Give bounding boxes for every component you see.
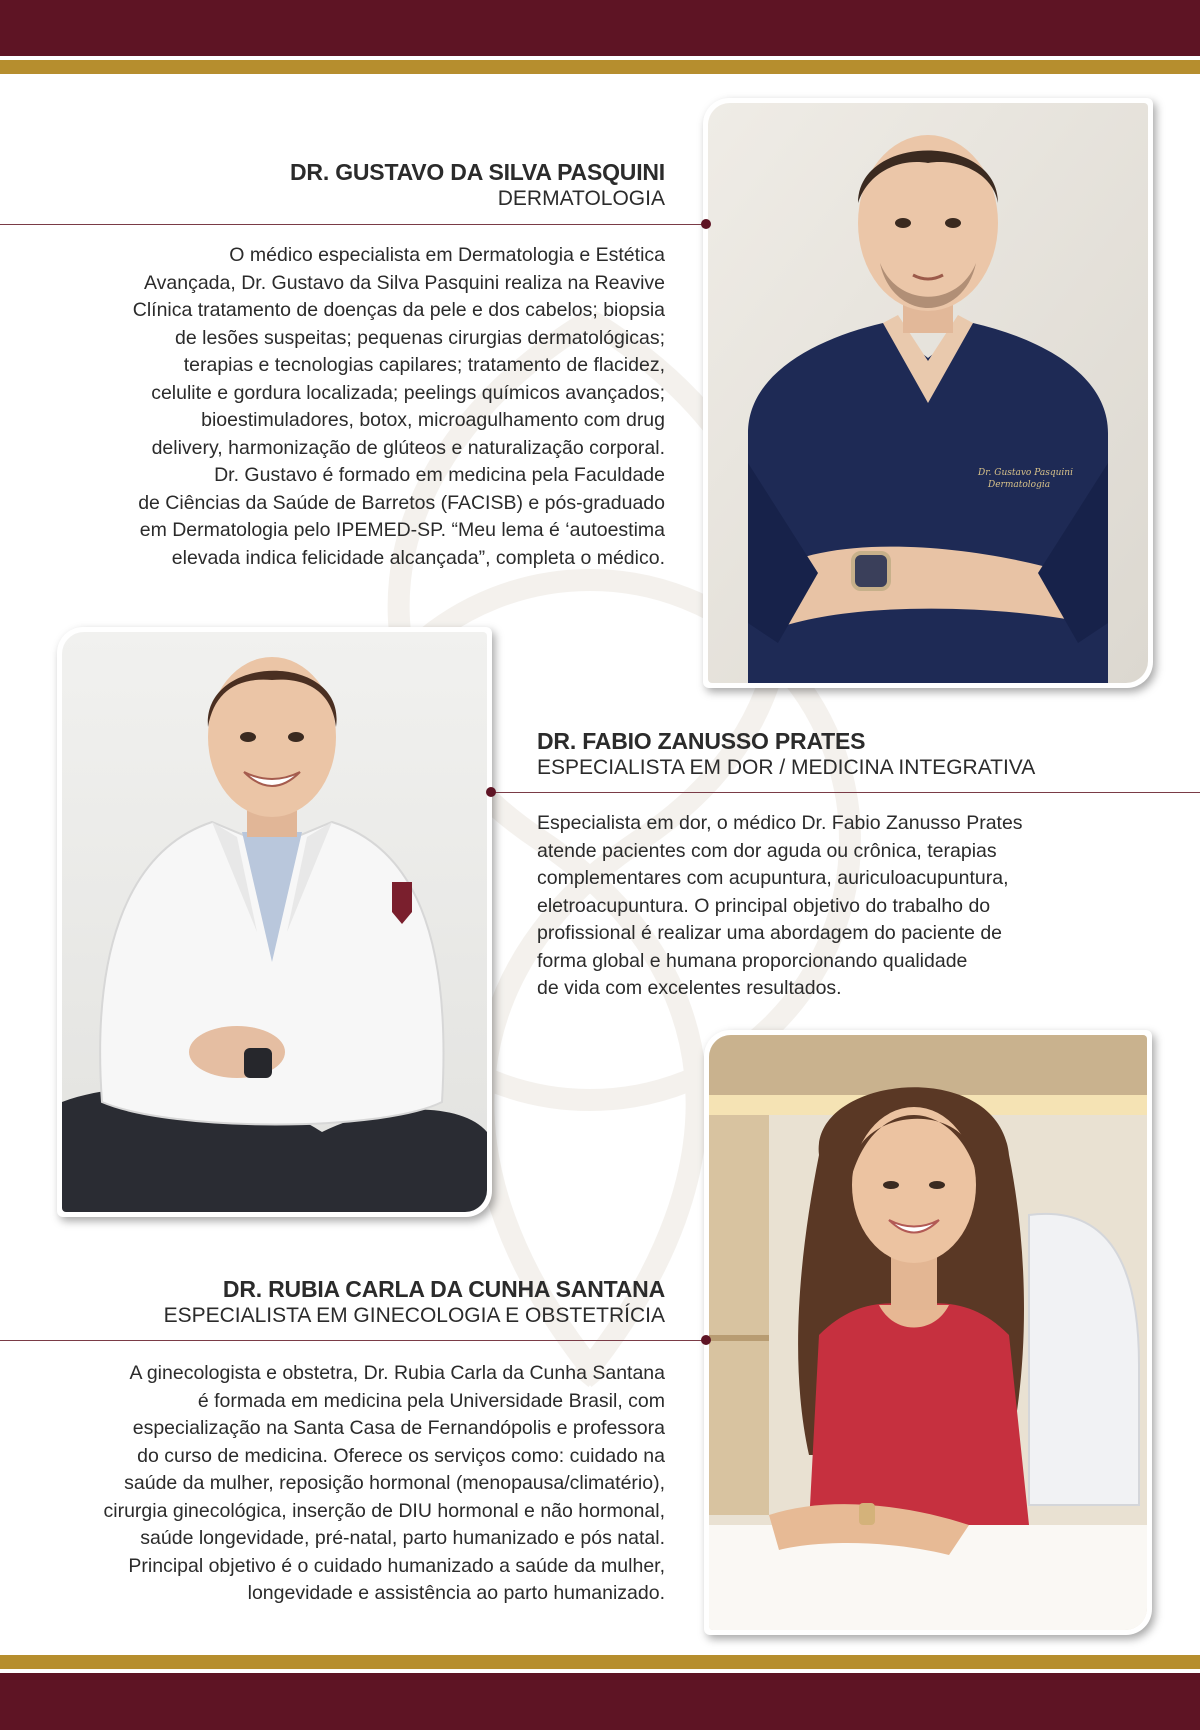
top-gold-stripe [0,60,1200,74]
doctor-2-photo [57,627,492,1217]
bio-line: Clínica tratamento de doenças da pele e dos cabelos; biopsia [132,299,665,321]
bio-line: é formada em medicina pela Universidade Brasil, com [197,1389,665,1412]
doctor-1-name: DR. GUSTAVO DA SILVA PASQUINI [290,159,665,185]
bio-line: longevidade e assistência ao parto humanizado. [247,1582,665,1604]
bio-line: Dr. Gustavo é formado em medicina pela Faculdade [214,464,665,486]
bio-line: delivery, harmonização de glúteos e naturalização corporal. [151,436,665,459]
bio-line: de lesões suspeitas; pequenas cirurgias dermatológicas; [175,326,665,349]
svg-text:Dermatologia: Dermatologia [988,480,1051,490]
doctor-3-name: DR. RUBIA CARLA DA CUNHA SANTANA [222,1276,665,1302]
bottom-gold-stripe [0,1655,1200,1669]
doctor-1-specialty: DERMATOLOGIA [497,187,665,210]
doctor-2-divider-dot [486,787,496,797]
doctor-2-divider [490,792,1200,793]
bio-line: profissional é realizar uma abordagem do paciente de [537,922,1003,944]
bio-line: Especialista em dor, o médico Dr. Fabio Zanusso Prates [537,812,1023,834]
doctor-2-specialty: ESPECIALISTA EM DOR / MEDICINA INTEGRATIVA [537,756,1036,779]
bio-line: especialização na Santa Casa de Fernandópolis e professora [132,1417,665,1439]
doctor-1-bio [133,242,665,572]
bio-line: de vida com excelentes resultados. [537,977,842,999]
doctor-3-photo [704,1030,1152,1635]
doctor-3-divider-dot [701,1335,711,1345]
doctor-1-photo [703,98,1153,688]
bio-line: Principal objetivo é o cuidado humanizado a saúde da mulher, [128,1554,665,1577]
doctor-1-divider [0,224,705,225]
bio-line: Avançada, Dr. Gustavo da Silva Pasquini realiza na Reavive [143,271,665,294]
doctor-3-heading [164,1275,665,1329]
bio-line: atende pacientes com dor aguda ou crônica, terapias [537,839,997,862]
bio-line: complementares com acupuntura, auriculoacupuntura, [537,867,1009,889]
bio-line: forma global e humana proporcionando qualidade [537,949,968,972]
bio-line: em Dermatologia pelo IPEMED-SP. “Meu lema é ‘autoestima [139,519,665,541]
bio-line: O médico especialista em Dermatologia e Estética [229,244,665,266]
bio-line: eletroacupuntura. O principal objetivo do trabalho do [537,894,991,917]
doctor-1-heading [290,158,665,212]
bio-line: de Ciências da Saúde de Barretos (FACISB) e pós-graduado [138,491,665,514]
bio-line: bioestimuladores, botox, microagulhamento com drug [201,409,665,431]
doctor-3-divider [0,1340,705,1341]
bio-line: celulite e gordura localizada; peelings químicos avançados; [151,381,665,404]
doctor-3-bio [104,1360,665,1608]
doctor-2-heading [537,727,1035,781]
bio-line: elevada indica felicidade alcançada”, completa o médico. [171,546,665,569]
bio-line: do curso de medicina. Oferece os serviços como: cuidado na [137,1444,665,1467]
doctor-2-bio [537,810,1023,1003]
doctor-2-name: DR. FABIO ZANUSSO PRATES [537,728,866,754]
bio-line: cirurgia ginecológica, inserção de DIU hormonal e não hormonal, [103,1499,665,1522]
coat-embroidery: Dr. Gustavo Pasquini [978,468,1073,478]
bio-line: terapias e tecnologias capilares; tratamento de flacidez, [183,354,665,376]
bio-line: A ginecologista e obstetra, Dr. Rubia Carla da Cunha Santana [129,1362,665,1384]
doctor-1-divider-dot [701,219,711,229]
top-maroon-band [0,0,1200,56]
doctor-3-specialty: ESPECIALISTA EM GINECOLOGIA E OBSTETRÍCIA [163,1304,665,1327]
bottom-maroon-band [0,1673,1200,1730]
bio-line: saúde longevidade, pré-natal, parto humanizado e pós natal. [140,1527,665,1549]
bio-line: saúde da mulher, reposição hormonal (menopausa/climatério), [124,1472,665,1494]
